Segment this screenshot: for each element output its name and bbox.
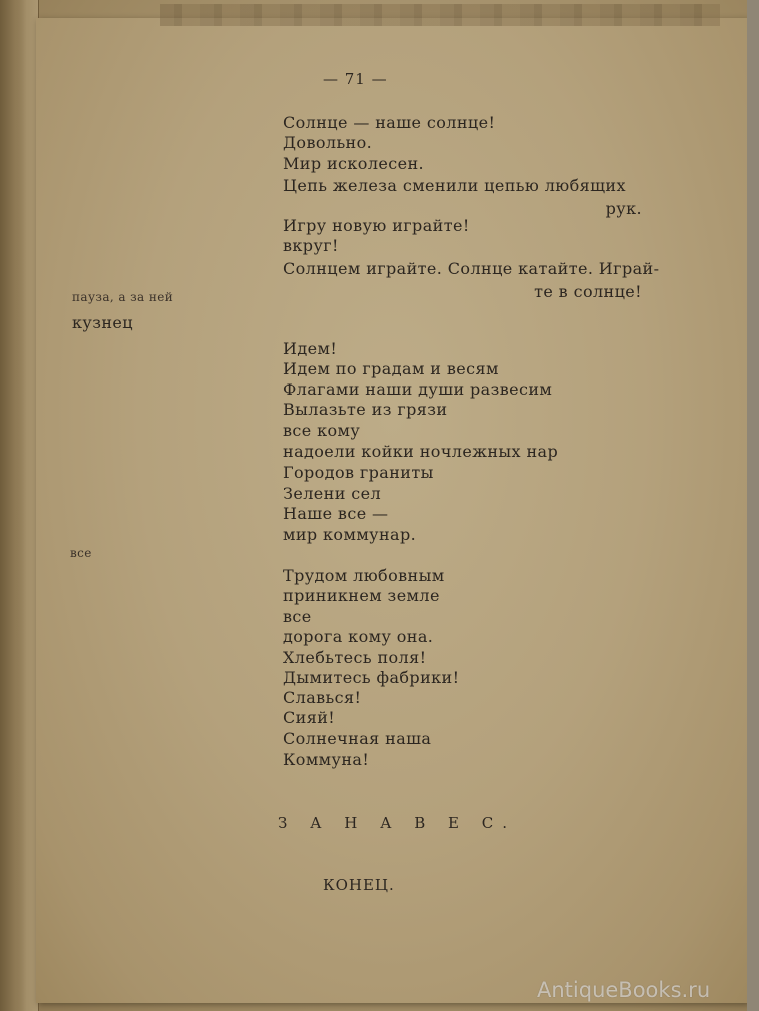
- background-strip: [747, 0, 759, 1011]
- end-label: КОНЕЦ.: [323, 876, 395, 894]
- poem-line: Цепь железа сменили цепью любящих: [283, 176, 626, 195]
- poem-line: Довольно.: [283, 133, 373, 152]
- poem-line: все: [283, 607, 312, 626]
- poem-line: Идем по градам и весям: [283, 359, 499, 378]
- poem-line: Идем!: [283, 339, 338, 358]
- poem-line: Зелени сел: [283, 484, 382, 503]
- poem-line: Солнце — наше солнце!: [283, 113, 496, 132]
- watermark: AntiqueBooks.ru: [537, 978, 711, 1002]
- curtain-direction: З А Н А В Е С.: [278, 814, 516, 832]
- poem-line: Наше все —: [283, 504, 389, 523]
- poem-line: Мир исколесен.: [283, 154, 425, 173]
- poem-line: Сияй!: [283, 708, 336, 727]
- torn-top-edge: [160, 4, 720, 26]
- page-number: — 71 —: [323, 70, 388, 88]
- spine-shadow: [0, 0, 26, 1011]
- poem-line: Солнцем играйте. Солнце катайте. Играй-: [283, 259, 660, 278]
- poem-line: дорога кому она.: [283, 627, 434, 646]
- poem-line: вкруг!: [283, 236, 339, 255]
- poem-line: Дымитесь фабрики!: [283, 668, 460, 687]
- poem-line: Трудом любовным: [283, 566, 445, 585]
- poem-line: приникнем земле: [283, 586, 440, 605]
- stage-direction-all: все: [70, 546, 92, 560]
- poem-line: мир коммунар.: [283, 525, 417, 544]
- poem-line: Коммуна!: [283, 750, 370, 769]
- poem-line: Флагами наши души развесим: [283, 380, 553, 399]
- poem-line: все кому: [283, 421, 361, 440]
- stage-direction-pause: пауза, а за ней: [72, 290, 174, 304]
- poem-line: Хлебьтесь поля!: [283, 648, 427, 667]
- poem-line: надоели койки ночлежных нар: [283, 442, 559, 461]
- poem-line: те в солнце!: [534, 282, 642, 301]
- stage-direction-blacksmith: кузнец: [72, 313, 133, 332]
- poem-line: Славься!: [283, 688, 362, 707]
- poem-line: рук.: [605, 199, 642, 218]
- poem-line: Игру новую играйте!: [283, 216, 470, 235]
- poem-line: Солнечная наша: [283, 729, 432, 748]
- poem-line: Вылазьте из грязи: [283, 400, 448, 419]
- poem-line: Городов граниты: [283, 463, 434, 482]
